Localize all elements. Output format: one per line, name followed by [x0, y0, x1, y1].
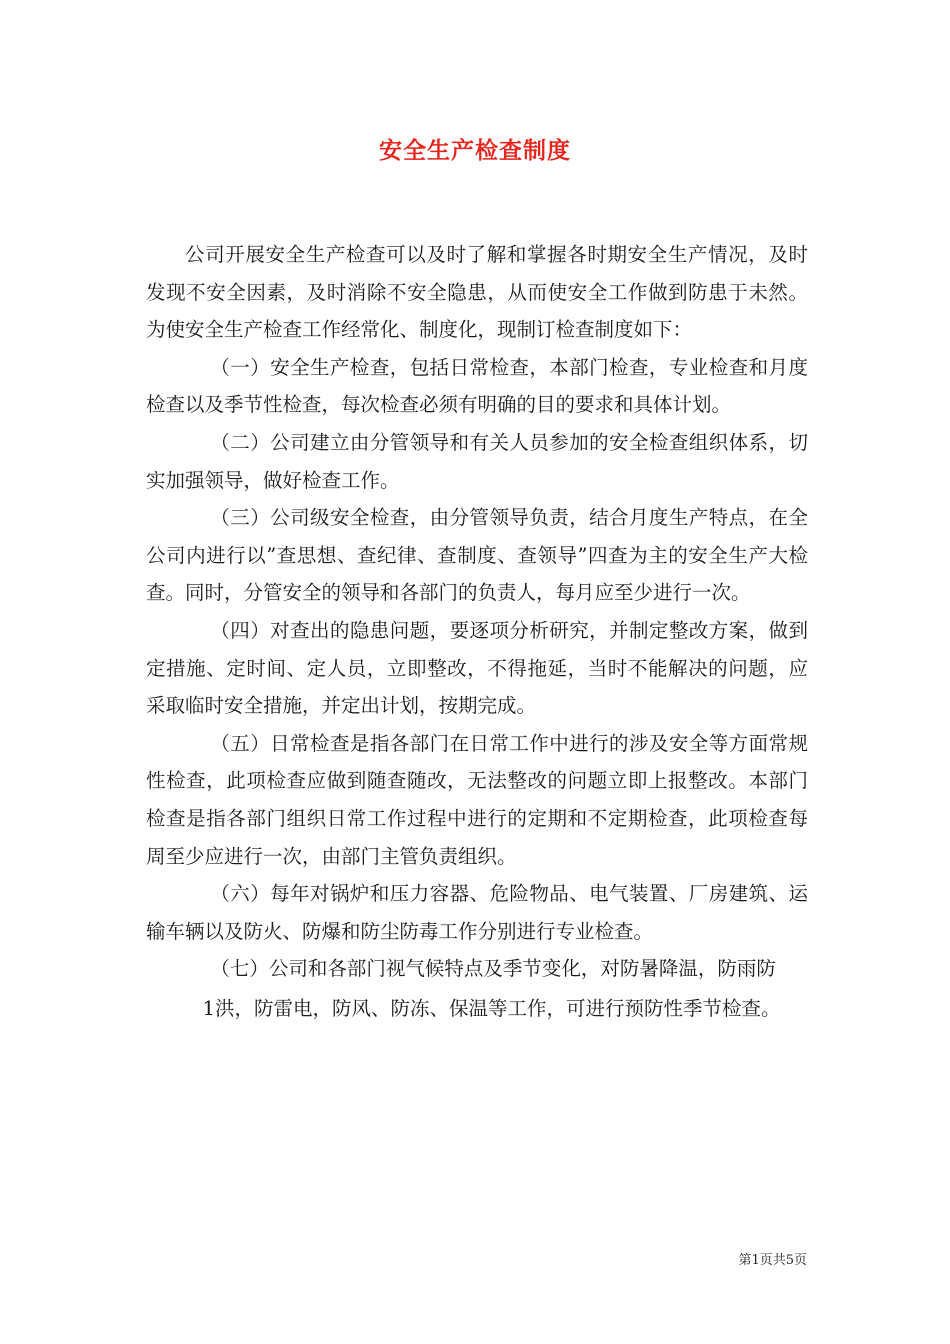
- document-title: 安全生产检查制度: [379, 137, 571, 164]
- clause-2: （二）公司建立由分管领导和有关人员参加的安全检查组织体系，切实加强领导，做好检查工作。: [146, 430, 808, 492]
- document-body: [146, 236, 808, 1027]
- clause-3: （三）公司级安全检查，由分管领导负责，结合月度生产特点，在全公司内进行以”查思想、查纪律、查制度、查领导”四查为主的安全生产大检查。同时，分管安全的领导和各部门的负责人，每月应至少进行一次。: [146, 506, 808, 605]
- clause-7-continuation: 1洪，防雷电，防风、防冻、保温等工作，可进行预防性季节检查。: [202, 996, 781, 1020]
- clause-6: （六）每年对锅炉和压力容器、危险物品、电气装置、厂房建筑、运输车辆以及防火、防爆和防尘防毒工作分别进行专业检查。: [146, 882, 808, 943]
- page-number: 第1页共5页: [738, 1253, 807, 1268]
- clause-5: （五）日常检查是指各部门在日常工作中进行的涉及安全等方面常规性检查，此项检查应做到随查随改，无法整改的问题立即上报整改。本部门检查是指各部门组织日常工作过程中进行的定期和不定期检查，此项检查每周至少应进行一次，由部门主管负责组织。: [146, 731, 808, 868]
- clause-1: （一）安全生产检查，包括日常检查，本部门检查，专业检查和月度检查以及季节性检查，每次检查必须有明确的目的要求和具体计划。: [146, 355, 808, 417]
- clause-4: （四）对查出的隐患问题，要逐项分析研究，并制定整改方案，做到定措施、定时间、定人员，立即整改，不得拖延，当时不能解决的问题，应采取临时安全措施，并定出计划，按期完成。: [146, 618, 808, 718]
- clause-7: （七）公司和各部门视气候特点及季节变化，对防暑降温，防雨防: [210, 957, 776, 981]
- intro-paragraph: 公司开展安全生产检查可以及时了解和掌握各时期安全生产情况，及时发现不安全因素，及时消除不安全隐患，从而使安全工作做到防患于未然。为使安全生产检查工作经常化、制度化，现制订检查制度如下：: [146, 243, 808, 342]
